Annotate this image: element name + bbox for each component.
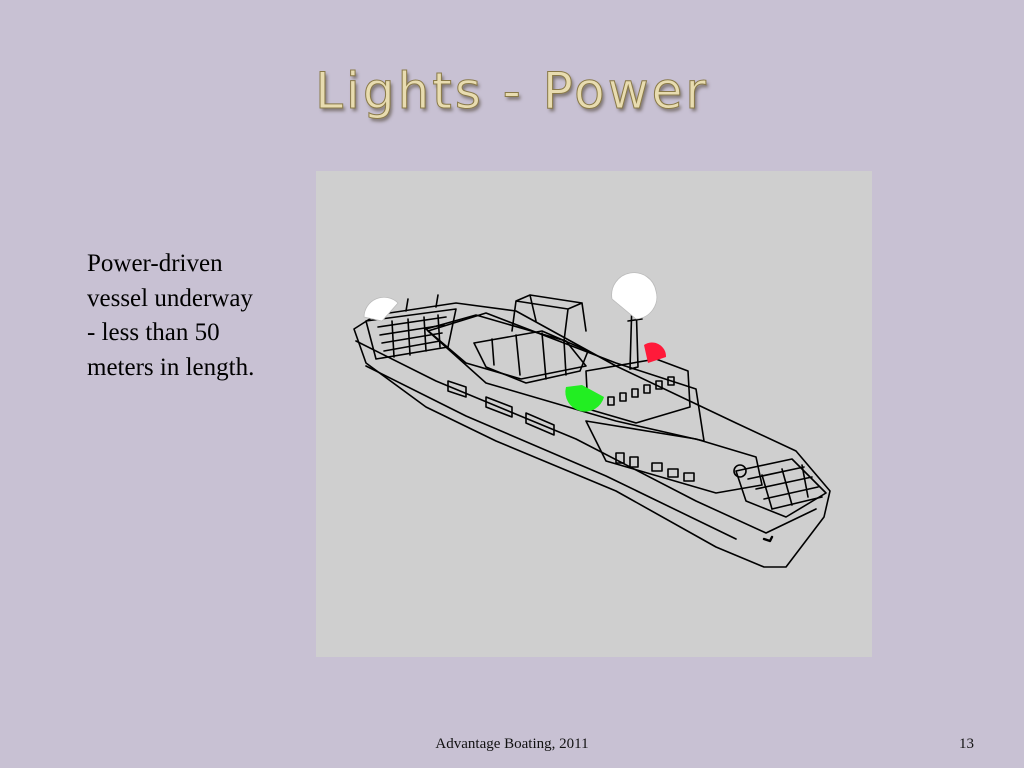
page-number: 13 (959, 736, 974, 752)
slide-title: Lights - Power (315, 62, 709, 120)
lifeboat (474, 331, 588, 383)
body-text: Power-driven vessel underway - less than 50 meters in length. (87, 250, 255, 381)
vessel-drawing (316, 171, 872, 657)
sheer-line (366, 366, 736, 539)
deck-edge (356, 341, 816, 533)
vessel-illustration (316, 171, 872, 657)
superstructure (428, 313, 704, 441)
masthead-light-icon (612, 273, 657, 319)
anchor (764, 537, 772, 541)
footer-source: Advantage Boating, 2011 (435, 736, 589, 752)
